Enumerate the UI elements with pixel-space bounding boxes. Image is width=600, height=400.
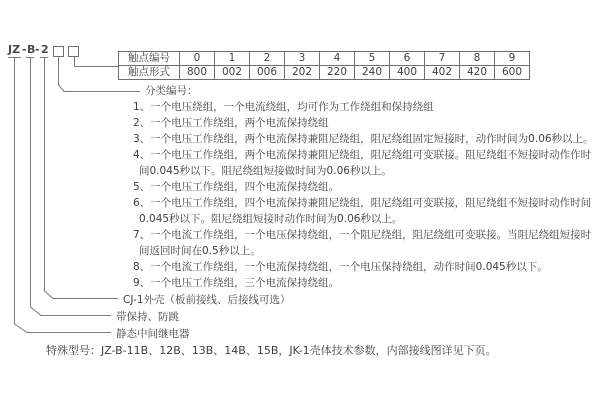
model-variant: 2 [41,43,49,56]
table-cell: 4 [320,52,355,66]
line-box2-to-table [75,57,119,67]
case-label: CJ-1外壳（板前接线、后接线可选） [123,294,291,306]
table-cell: 1 [215,52,250,66]
table-cell: 7 [425,52,460,66]
list-item: 4、一个电压工作绕组，两个电流保持兼阻尼绕组，阻尼绕组可变联接。阻尼绕组不短接时动作作时 [133,149,592,161]
table-cell: 2 [250,52,285,66]
table-cell: 420 [460,66,495,80]
table-cell: 3 [285,52,320,66]
classification-heading: 分类编号： [145,85,198,97]
list-item: 3、一个电压工作绕组，两个电流保持兼阻尼绕组，阻尼绕组固定短接时，动作时间为0.06秒以上。 [133,133,594,145]
list-item-continuation: 间0.045秒以下。阻尼绕组短接做时间为0.06秒以上。 [139,165,392,177]
model-separator: - [22,43,27,56]
table-cell: 202 [285,66,320,80]
table-cell: 800 [180,66,215,80]
model-separator: - [35,43,40,56]
special-models-note: 特殊型号：JZ-B-11B、12B、13B、14B、15B，JK-1壳体技术参数，内部接线图详见下页。 [46,344,497,357]
list-item: 2、一个电压工作绕组，两个电流保持绕组 [133,117,329,129]
table-cell: 5 [355,52,390,66]
classification-list [133,83,594,291]
table-cell: 6 [390,52,425,66]
contact-number-header: 触点编号 [119,52,180,66]
contact-number-row [119,52,530,66]
contact-form-table [118,51,530,80]
table-cell: 400 [390,66,425,80]
relay-label: 静态中间继电器 [116,328,190,340]
contact-form-row [119,66,530,80]
hold-label: 带保持、防跳 [116,311,179,323]
table-cell: 220 [320,66,355,80]
table-cell: 240 [355,66,390,80]
list-item: 8、一个电流工作绕组，一个电流保持绕组，一个电压保持绕组，动作时间0.045秒以下。 [133,261,548,273]
contact-form-code-box [53,46,64,57]
table-cell: 8 [460,52,495,66]
list-item: 9、一个电压工作绕组，三个电流保持绕组。 [133,277,340,289]
line-series-to-hold [31,58,112,316]
list-item: 6、一个电压工作绕组，四个电流保持兼阻尼绕组，阻尼绕组可变联接，阻尼绕组不短接时动作时间 [133,197,592,209]
list-item-continuation: 间返回时间在0.5秒以上。 [139,245,261,257]
contact-number-code-box [68,46,79,57]
list-item: 7、一个电流工作绕组，一个电压保持绕组，一个阻尼绕组，阻尼绕组可变联接。当阻尼绕组短接时 [133,229,592,241]
model-prefix: JZ [8,43,21,56]
table-cell: 600 [495,66,530,80]
table-cell: 002 [215,66,250,80]
table-cell: 0 [180,52,215,66]
list-item-continuation: 0.045秒以下。阻尼绕组短接时动作时间为0.06秒以上。 [139,213,403,225]
contact-form-header: 触点形式 [119,66,180,80]
line-prefix-to-relay [15,58,112,333]
model-series: B [27,43,36,56]
list-item: 5、一个电压工作绕组，四个电流保持绕组。 [133,181,340,193]
line-variant-to-case [45,58,119,299]
table-cell: 006 [250,66,285,80]
table-cell: 402 [425,66,460,80]
table-cell: 9 [495,52,530,66]
list-item: 1、一个电压绕组，一个电流绕组，均可作为工作绕组和保持绕组 [133,101,434,113]
